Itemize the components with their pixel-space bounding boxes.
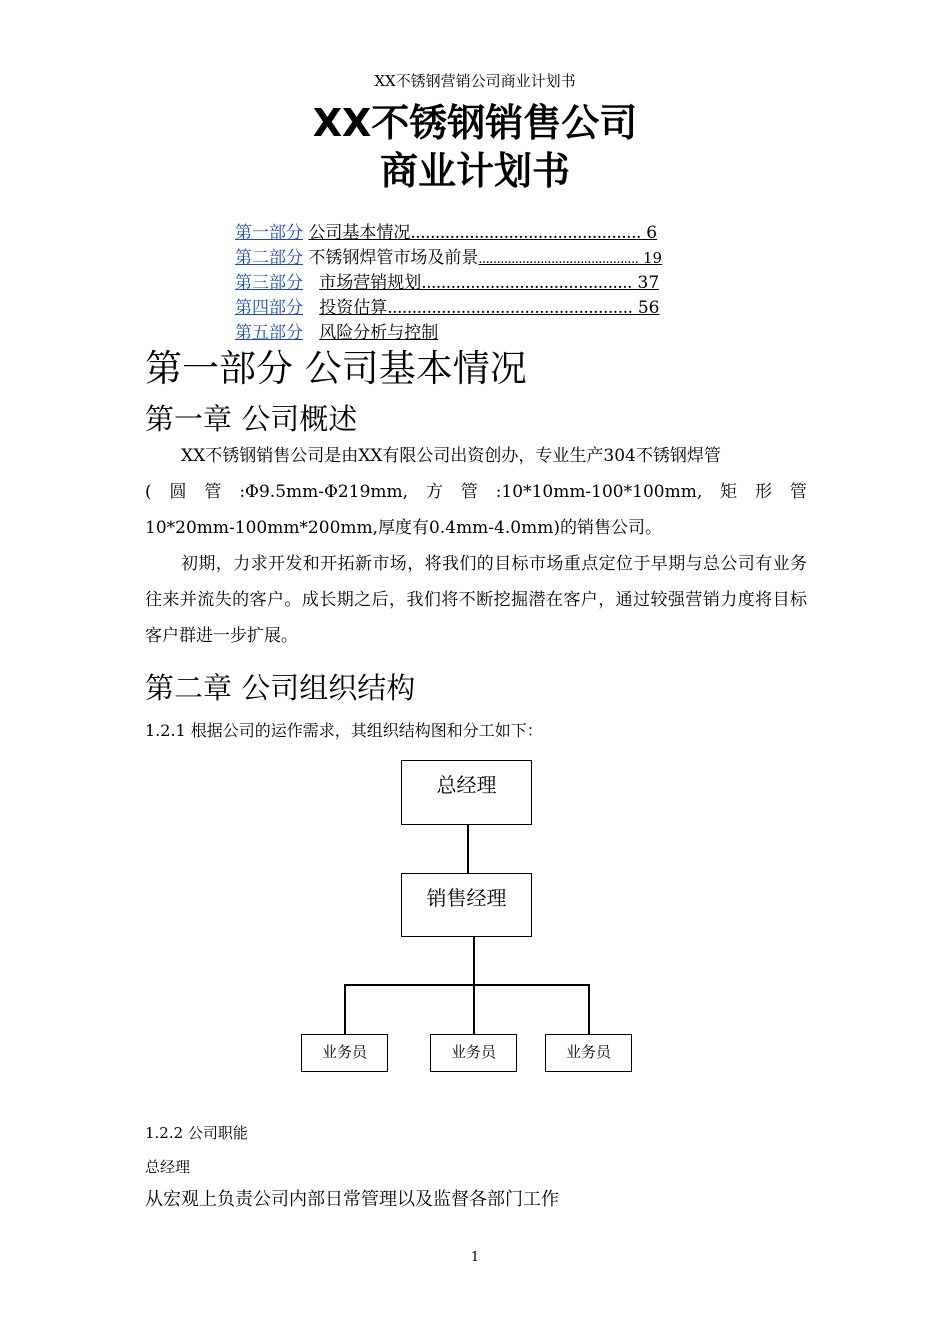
section-heading: 第一部分 公司基本情况: [145, 347, 527, 390]
org-box-salesperson: 业务员: [545, 1034, 632, 1072]
toc-entry-3[interactable]: [235, 271, 659, 295]
org-connector: [467, 825, 469, 873]
org-branch: [344, 984, 589, 986]
toc-part-label[interactable]: 第五部分: [235, 323, 303, 343]
toc-leader: ...........................................: [421, 273, 633, 293]
role-title: 总经理: [145, 1158, 191, 1176]
toc-entry-1[interactable]: [235, 221, 657, 245]
org-box-general-manager: 总经理: [401, 760, 532, 825]
toc-part-name: 不锈钢焊管市场及前景: [308, 248, 479, 268]
document-title-line2: 商业计划书: [379, 149, 570, 193]
chapter-heading-1: 第一章 公司概述: [145, 402, 358, 436]
chapter-heading-2: 第二章 公司组织结构: [145, 671, 416, 705]
toc-part-label[interactable]: 第四部分: [235, 298, 303, 318]
role-description: 从宏观上负责公司内部日常管理以及监督各部门工作: [145, 1189, 559, 1210]
page-number: 1: [470, 1250, 480, 1265]
toc-leader: ..................................................: [387, 298, 633, 318]
chapter1-body: [145, 438, 807, 654]
toc-leader: ............................................: [478, 252, 639, 267]
toc-entry-4[interactable]: [235, 296, 659, 320]
org-box-salesperson: 业务员: [430, 1034, 517, 1072]
toc-leader: ...............................................: [410, 223, 641, 243]
toc-part-name: 风险分析与控制: [319, 323, 439, 343]
toc-entry-5[interactable]: [235, 321, 438, 345]
toc-entry-2[interactable]: [235, 246, 662, 272]
toc-part-name: 投资估算: [319, 298, 388, 318]
toc-part-name: 市场营销规划: [319, 273, 422, 293]
paragraph-line: 10*20mm-100mm*200mm,厚度有0.4mm-4.0mm)的销售公司。: [145, 518, 662, 538]
org-connector: [588, 984, 590, 1034]
paragraph-line-justified: ( 圆 管 :Φ9.5mm-Φ219mm, 方 管 :10*10mm-100*100mm, 矩 形 管: [145, 482, 807, 502]
org-box-sales-manager: 销售经理: [401, 873, 532, 937]
org-box-salesperson: 业务员: [301, 1034, 388, 1072]
document-title-line1: XX不锈钢销售公司: [312, 101, 638, 145]
toc-page-number: 37: [637, 273, 660, 293]
toc-page-number: 6: [646, 223, 658, 243]
running-header: XX不锈钢营销公司商业计划书: [374, 72, 576, 90]
org-intro: 1.2.1 根据公司的运作需求，其组织结构图和分工如下：: [145, 721, 543, 740]
toc-part-label[interactable]: 第三部分: [235, 273, 303, 293]
toc-page-number: 19: [643, 249, 663, 267]
paragraph: 初期，力求开发和开拓新市场，将我们的目标市场重点定位于早期与总公司有业务往来并流失的客户。成长期之后，我们将不断挖掘潜在客户，通过较强营销力度将目标客户群进一步扩展。: [145, 554, 807, 646]
org-connector: [344, 984, 346, 1034]
org-connector: [473, 937, 475, 984]
paragraph-line: XX不锈钢销售公司是由XX有限公司出资创办，专业生产304不锈钢焊管: [181, 446, 721, 466]
toc-part-name: 公司基本情况: [308, 223, 411, 243]
sub-heading: 1.2.2 公司职能: [145, 1124, 248, 1142]
toc-part-label[interactable]: 第二部分: [235, 248, 303, 268]
toc-part-label[interactable]: 第一部分: [235, 223, 303, 243]
toc-page-number: 56: [637, 298, 660, 318]
org-connector: [473, 984, 475, 1034]
